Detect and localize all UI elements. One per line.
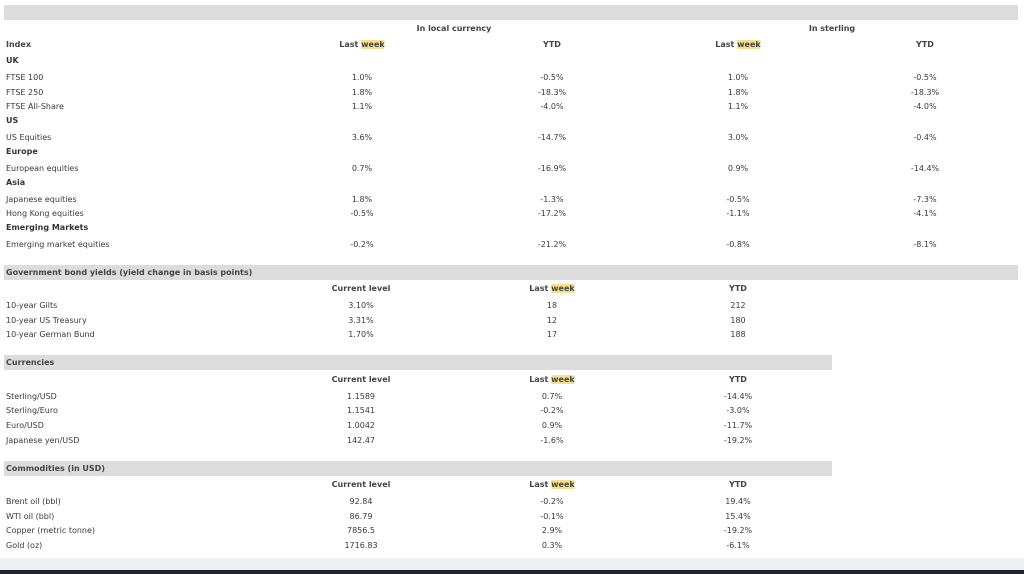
column-index-header: Index (6, 40, 31, 49)
bond-yields-current-value: 1.70% (348, 330, 374, 339)
commodities-ytd-value: 19.4% (725, 497, 751, 506)
column-last-week-local-header (339, 40, 384, 49)
commodities-ytd-header: YTD (729, 480, 747, 489)
bond-yields-last-week-value: 18 (546, 301, 558, 310)
last-week-local-value: 1.0% (351, 73, 373, 82)
index-name: FTSE 100 (6, 73, 44, 82)
index-name: FTSE All-Share (6, 102, 64, 111)
commodities-current-level-header: Current level (331, 480, 391, 489)
currencies-row-label: Euro/USD (6, 421, 44, 430)
currencies-current-level-header: Current level (331, 375, 391, 384)
commodities-current-value: 7856.5 (347, 526, 375, 535)
currencies-ytd-value: -3.0% (726, 406, 750, 415)
commodities-ytd-value: 15.4% (725, 512, 751, 521)
group-header-sterling: In sterling (808, 24, 856, 33)
ytd-local-value: -17.2% (537, 209, 567, 218)
index-name: FTSE 250 (6, 88, 44, 97)
bond-yields-last-week-last-label: Last (529, 284, 549, 293)
section-heading: Emerging Markets (6, 223, 89, 232)
last-week-sterling-value: 3.0% (727, 133, 749, 142)
commodities-row-label: Brent oil (bbl) (6, 497, 61, 506)
last-week-sterling-value: 0.9% (727, 164, 749, 173)
bond-yields-ytd-value: 188 (730, 330, 746, 339)
section-heading: US (6, 116, 19, 125)
last-week-sterling-value: -1.1% (726, 209, 750, 218)
column-last-week-local-week-highlight: week (361, 40, 385, 49)
section-heading: UK (6, 56, 19, 65)
currencies-current-value: 1.0042 (347, 421, 375, 430)
index-name: Hong Kong equities (6, 209, 84, 218)
column-last-week-sterling-header (715, 40, 760, 49)
last-week-sterling-value: 1.1% (727, 102, 749, 111)
column-last-week-sterling-week-highlight: week (737, 40, 761, 49)
bond-yields-title: Government bond yields (yield change in basis points) (6, 268, 253, 277)
ytd-local-value: -1.3% (540, 195, 564, 204)
bond-yields-row-label: 10-year German Bund (6, 330, 95, 339)
commodities-last-week-last-label: Last (529, 480, 549, 489)
section-heading: Europe (6, 147, 38, 156)
ytd-sterling-value: -18.3% (910, 88, 940, 97)
currencies-row-label: Sterling/USD (6, 392, 57, 401)
commodities-title-bar (4, 461, 832, 476)
bond-yields-current-value: 3.31% (348, 316, 374, 325)
last-week-sterling-value: -0.8% (726, 240, 750, 249)
currencies-current-value: 142.47 (347, 436, 375, 445)
currencies-last-week-header (529, 375, 574, 384)
currencies-last-week-last-label: Last (529, 375, 549, 384)
ytd-local-value: -18.3% (537, 88, 567, 97)
ytd-sterling-value: -8.1% (913, 240, 937, 249)
group-header-local: In local currency (416, 24, 492, 33)
column-ytd-sterling-header: YTD (916, 40, 934, 49)
bond-yields-last-week-header (529, 284, 574, 293)
ytd-sterling-value: -0.4% (913, 133, 937, 142)
bond-yields-row-label: 10-year Gilts (6, 301, 58, 310)
ytd-local-value: -4.0% (540, 102, 564, 111)
commodities-last-week-value: 0.3% (541, 541, 563, 550)
commodities-row-label: WTI oil (bbl) (6, 512, 55, 521)
bond-yields-last-week-value: 17 (546, 330, 558, 339)
commodities-current-value: 1716.83 (344, 541, 378, 550)
column-last-week-local-last-label: Last (339, 40, 359, 49)
last-week-local-value: -0.5% (350, 209, 374, 218)
commodities-last-week-value: -0.2% (540, 497, 564, 506)
ytd-local-value: -14.7% (537, 133, 567, 142)
currencies-last-week-value: -1.6% (540, 436, 564, 445)
commodities-row-label: Copper (metric tonne) (6, 526, 96, 535)
bond-yields-ytd-header: YTD (729, 284, 747, 293)
last-week-local-value: 3.6% (351, 133, 373, 142)
commodities-current-value: 92.84 (349, 497, 373, 506)
ytd-local-value: -16.9% (537, 164, 567, 173)
ytd-local-value: -0.5% (540, 73, 564, 82)
column-ytd-local-header: YTD (543, 40, 561, 49)
bond-yields-last-week-week-highlight: week (551, 284, 575, 293)
index-name: European equities (6, 164, 79, 173)
commodities-current-value: 86.79 (349, 512, 373, 521)
ytd-sterling-value: -0.5% (913, 73, 937, 82)
ytd-sterling-value: -4.1% (913, 209, 937, 218)
currencies-title-bar (4, 355, 832, 370)
commodities-last-week-value: 2.9% (541, 526, 563, 535)
ytd-sterling-value: -7.3% (913, 195, 937, 204)
currencies-current-value: 1.1589 (347, 392, 375, 401)
commodities-last-week-header (529, 480, 574, 489)
currencies-last-week-week-highlight: week (551, 375, 575, 384)
commodities-ytd-value: -19.2% (723, 526, 753, 535)
ytd-local-value: -21.2% (537, 240, 567, 249)
bond-yields-row-label: 10-year US Treasury (6, 316, 87, 325)
commodities-last-week-value: -0.1% (540, 512, 564, 521)
currencies-ytd-value: -19.2% (723, 436, 753, 445)
commodities-row-label: Gold (oz) (6, 541, 43, 550)
last-week-sterling-value: 1.8% (727, 88, 749, 97)
column-last-week-sterling-last-label: Last (715, 40, 735, 49)
ytd-sterling-value: -4.0% (913, 102, 937, 111)
currencies-last-week-value: -0.2% (540, 406, 564, 415)
currencies-ytd-value: -14.4% (723, 392, 753, 401)
index-name: US Equities (6, 133, 52, 142)
currencies-ytd-header: YTD (729, 375, 747, 384)
last-week-local-value: 1.1% (351, 102, 373, 111)
currencies-row-label: Japanese yen/USD (6, 436, 80, 445)
index-name: Japanese equities (6, 195, 77, 204)
bond-yields-current-value: 3.10% (348, 301, 374, 310)
bond-yields-current-level-header: Current level (331, 284, 391, 293)
currencies-title: Currencies (6, 358, 55, 367)
last-week-local-value: 0.7% (351, 164, 373, 173)
bond-yields-ytd-value: 180 (730, 316, 746, 325)
index-name: Emerging market equities (6, 240, 110, 249)
bond-yields-ytd-value: 212 (730, 301, 746, 310)
equities-header-bar (4, 5, 1018, 20)
bond-yields-last-week-value: 12 (546, 316, 558, 325)
section-heading: Asia (6, 178, 26, 187)
currencies-row-label: Sterling/Euro (6, 406, 58, 415)
commodities-last-week-week-highlight: week (551, 480, 575, 489)
currencies-current-value: 1.1541 (347, 406, 375, 415)
last-week-local-value: 1.8% (351, 88, 373, 97)
commodities-title: Commodities (in USD) (6, 464, 105, 473)
currencies-last-week-value: 0.7% (541, 392, 563, 401)
currencies-ytd-value: -11.7% (723, 421, 753, 430)
last-week-local-value: 1.8% (351, 195, 373, 204)
last-week-sterling-value: -0.5% (726, 195, 750, 204)
taskbar-strip (0, 570, 1024, 574)
last-week-sterling-value: 1.0% (727, 73, 749, 82)
ytd-sterling-value: -14.4% (910, 164, 940, 173)
commodities-ytd-value: -6.1% (726, 541, 750, 550)
last-week-local-value: -0.2% (350, 240, 374, 249)
currencies-last-week-value: 0.9% (541, 421, 563, 430)
